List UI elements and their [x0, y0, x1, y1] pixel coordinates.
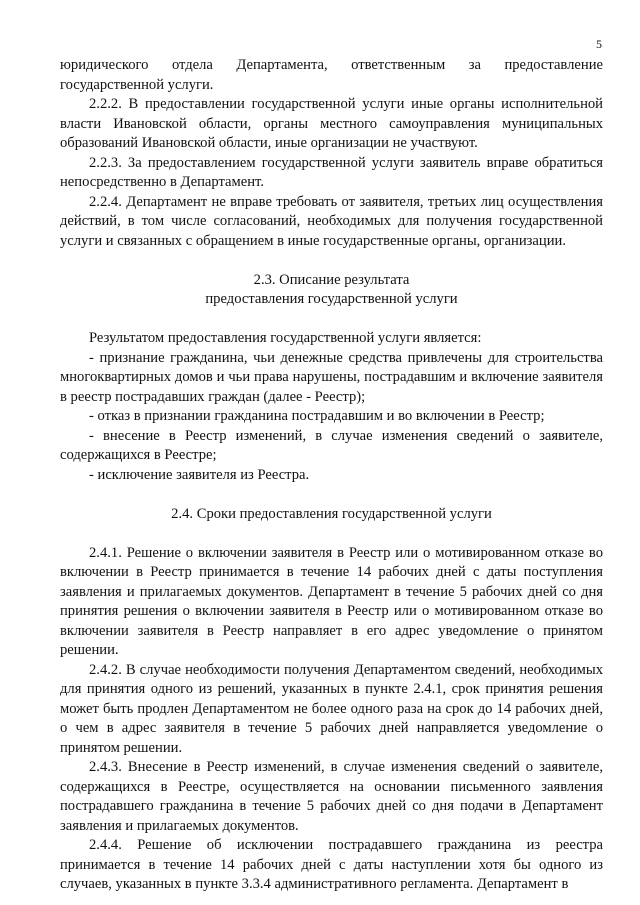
- paragraph-2-2-4: 2.2.4. Департамент не вправе требовать от заявителя, третьих лиц осуществления действий, в том числе согласований, необходимых для получения государственной услуги и связанных с обращением в иные государственные органы, организации.: [60, 193, 603, 249]
- section-2-3-heading-line1: 2.3. Описание результата: [253, 271, 410, 288]
- paragraph-2-2-3: 2.2.3. За предоставлением государственной услуги заявитель вправе обратиться непосредственно в Департамент.: [60, 154, 603, 190]
- section-2-3-item: - признание гражданина, чьи денежные средства привлечены для строительства многоквартирных домов и чьи права нарушены, пострадавшим и включение заявителя в реестр пострадавших граждан (далее - Реестр);: [60, 349, 603, 405]
- paragraph-continuation: юридического отдела Департамента, ответственным за предоставление государственной услуги.: [60, 57, 603, 93]
- section-2-3-item: - отказ в признании гражданина пострадавшим и во включении в Реестр;: [89, 408, 545, 424]
- section-2-3-heading-line2: предоставления государственной услуги: [205, 291, 458, 307]
- paragraph-2-4-1: 2.4.1. Решение о включении заявителя в Реестр или о мотивированном отказе во включении в Реестр принимается в течение 14 рабочих дней с даты поступления заявления и прилагаемых документов. Департамент в течение 5 рабочих дней со дня принятия решения о включении заявителя в Реестр или о мотивированном отказе во включении заявителя в Реестр направляет в его адрес уведомление о принятом решении.: [60, 544, 603, 658]
- document-body: [60, 56, 603, 895]
- paragraph-2-4-4: 2.4.4. Решение об исключении пострадавшего гражданина из реестра принимается в течение 14 рабочих дней с даты наступлении хотя бы одного из случаев, указанных в пункте 3.3.4 административного регламента. Департамент в: [60, 837, 603, 892]
- spacer: [60, 251, 603, 271]
- section-2-3-item: - внесение в Реестр изменений, в случае изменения сведений о заявителе, содержащихся в Реестре;: [60, 427, 603, 463]
- section-2-3-item: - исключение заявителя из Реестра.: [89, 466, 310, 483]
- section-2-3-intro: Результатом предоставления государственной услуги является:: [89, 330, 482, 346]
- section-2-4-heading: 2.4. Сроки предоставления государственной услуги: [171, 505, 492, 522]
- paragraph-2-4-3: 2.4.3. Внесение в Реестр изменений, в случае изменения сведений о заявителе, содержащихся в Реестре, осуществляется на основании письменного заявления пострадавшего гражданина в течение 5 рабочих дней со дня подачи в Департамент заявления и прилагаемых документов.: [60, 759, 603, 834]
- page-number: 5: [596, 37, 602, 51]
- paragraph-2-2-2: 2.2.2. В предоставлении государственной услуги иные органы исполнительной власти Ивановской области, органы местного самоуправления муниципальных образований Ивановской области, иные организации не участвуют.: [60, 96, 603, 151]
- paragraph-2-4-2: 2.4.2. В случае необходимости получения Департаментом сведений, необходимых для принятия одного из решений, указанных в пункте 2.4.1, срок принятия решения может быть продлен Департаментом не более одного раза на срок до 14 рабочих дней, о чем в адрес заявителя в течение 5 рабочих дней направляется уведомление о принятом решении.: [60, 661, 603, 756]
- spacer: [60, 485, 603, 505]
- spacer: [60, 524, 603, 544]
- spacer: [60, 310, 603, 330]
